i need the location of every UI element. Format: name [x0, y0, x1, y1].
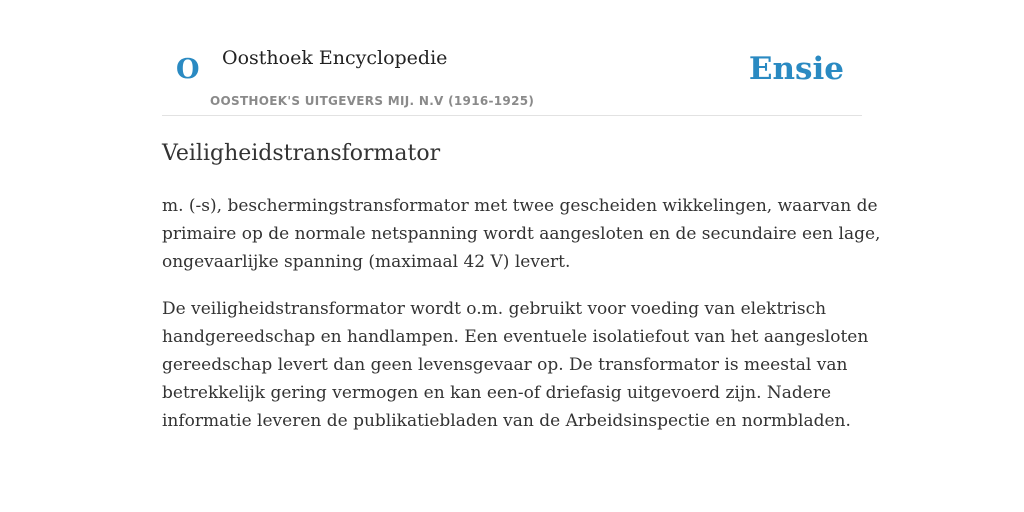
oosthoek-logo[interactable]: O — [176, 54, 200, 85]
ensie-logo[interactable]: Ensie — [748, 51, 844, 87]
entry-title: Veiligheidstransformator — [162, 141, 441, 166]
header — [162, 0, 862, 116]
entry-paragraph-usage: De veiligheidstransformator wordt o.m. gebruikt voor voeding van elektrisch handgereedschap en handlampen. Een eventuele isolatiefout van het aangesloten gereedschap levert dan geen levensgevaar op. De transformator is meestal van betrekkelijk gering vermogen en kan een-of driefasig uitgevoerd zijn. Nadere informatie leveren de publikatiebladen van de Arbeidsinspectie en normbladen. — [162, 299, 869, 431]
site-title[interactable]: Oosthoek Encyclopedie — [222, 47, 448, 69]
publisher-subtitle: OOSTHOEK'S UITGEVERS MIJ. N.V (1916-1925) — [210, 94, 535, 108]
entry-paragraph-definition: m. (-s), beschermingstransformator met twee gescheiden wikkelingen, waarvan de primaire op de normale netspanning wordt aangesloten en de secundaire een lage, ongevaarlijke spanning (maximaal 42 V) levert. — [162, 196, 881, 272]
